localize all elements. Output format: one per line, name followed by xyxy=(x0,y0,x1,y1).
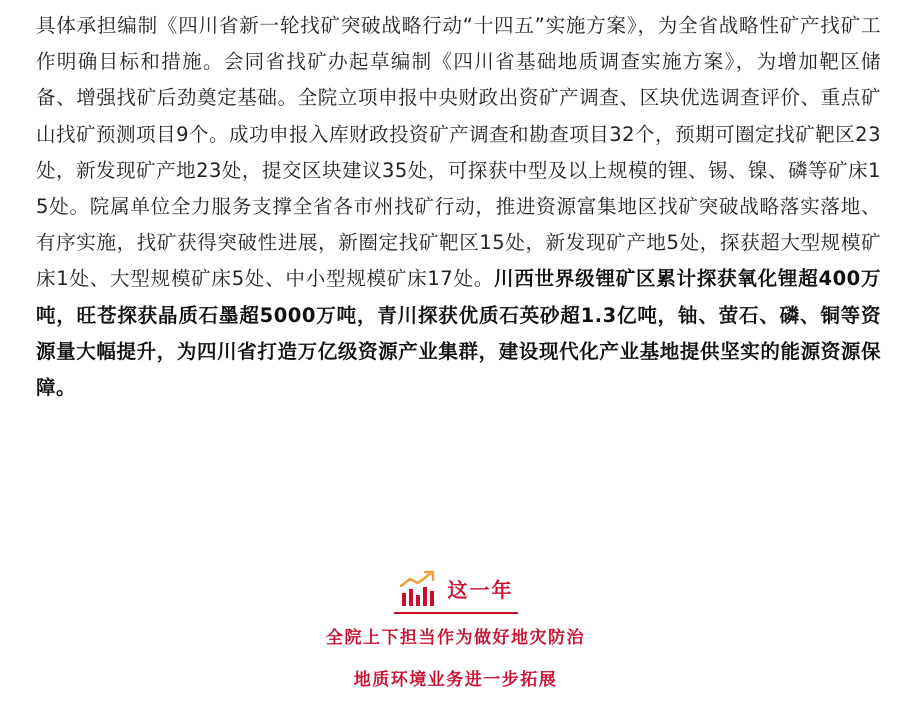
section-subtitle-line-1: 全院上下担当作为做好地灾防治 xyxy=(326,628,585,648)
article-body xyxy=(36,8,881,406)
section-subtitle-line-2: 地质环境业务进一步拓展 xyxy=(353,670,558,690)
bar-chart-growth-icon xyxy=(398,570,438,606)
article-highlight: 川西世界级锂矿区累计探获氧化锂超400万吨，旺苍探获晶质石墨超5000万吨，青川探获优质石英砂超1.3亿吨，铀、萤石、磷、铜等资源量大幅提升，为四川省打造万亿级资源产业集群，建设现代化产业基地提供坚实的能源资源保障。 xyxy=(36,267,881,400)
section-badge xyxy=(394,570,518,614)
section-title: 这一年 xyxy=(447,578,514,602)
article-paragraph: 具体承担编制《四川省新一轮找矿突破战略行动“十四五”实施方案》，为全省战略性矿产找矿工作明确目标和措施。会同省找矿办起草编制《四川省基础地质调查实施方案》，为增加靶区储备、增强找矿后劲奠定基础。全院立项申报中央财政出资矿产调查、区块优选调查评价、重点矿山找矿预测项目9个。成功申报入库财政投资矿产调查和勘查项目32个，预期可圈定找矿靶区23处，新发现矿产地23处，提交区块建议35处，可探获中型及以上规模的锂、锡、镍、磷等矿床15处。院属单位全力服务支撑全省各市州找矿行动，推进资源富集地区找矿突破战略落实落地、有序实施，找矿获得突破性进展，新圈定找矿靶区15处，新发现矿产地5处，探获超大型规模矿床1处、大型规模矿床5处、中小型规模矿床17处。 xyxy=(36,14,881,291)
section-header xyxy=(0,570,911,614)
